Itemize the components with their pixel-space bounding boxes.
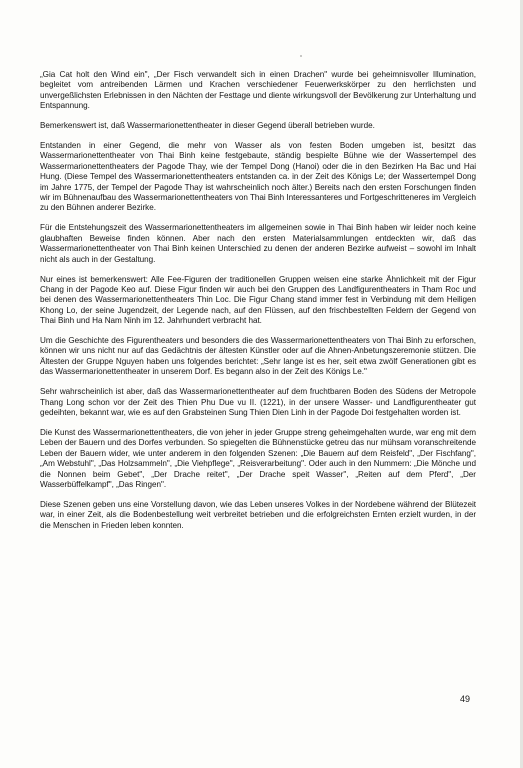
paragraph-9: Diese Szenen geben uns eine Vorstellung davon, wie das Leben unseres Volkes in der Nordebene während der Blütezeit war, in einer Zeit, als die Bodenbestellung weit verbreitet betrieben und die erfolgreichsten Ernten erzielt wurden, in der die Menschen in Frieden leben konnten. bbox=[40, 499, 476, 530]
paragraph-8: Die Kunst des Wassermarionettentheaters, die von jeher in jeder Gruppe streng geheimgehalten wurde, war eng mit dem Leben der Bauern und des Dorfes verbunden. So spiegelten die Bühnenstücke getreu das nur mühsam voranschreitende Leben der Bauern wider, wie unter anderem in den folgenden Szenen: „Die Bauern auf dem Reisfeld", „Der Fischfang", „Am Webstuhl", „Das Holzsammeln", „Die Viehpflege", „Reisverarbeitung". Oder auch in den Nummern: „Die Mönche und die Nonnen beim Gebet", „Der Drache reitet", „Der Drache speit Wasser", „Reiten auf dem Pferd", „Der Wasserbüffelkampf", „Das Ringen". bbox=[40, 427, 476, 489]
paragraph-5: Nur eines ist bemerkenswert: Alle Fee-Figuren der traditionellen Gruppen weisen eine starke Ähnlichkeit mit der Figur Chang in der Pagode Keo auf. Diese Figur finden wir auch bei den Gruppen des Landfigurentheaters in Tham Roc und bei denen des Wassermarionettentheaters Thin Loc. Die Figur Chang stand immer fest in Verbindung mit dem Heiligen Khong Lo, der seine Jugendzeit, der Legende nach, auf den Flüssen, auf den frischbestellten Feldern der Gegend von Thai Binh und Ha Nam Ninh im 12. Jahrhundert verbracht hat. bbox=[40, 274, 476, 326]
body-text bbox=[40, 70, 476, 541]
paragraph-3: Entstanden in einer Gegend, die mehr von Wasser als von festen Boden umgeben ist, besitzt das Wassermarionettentheater von Thai Binh keine festgebaute, ständig bespielte Bühne wie der Wassertempel des Wassermarionettentheaters der Pagode Thay, wie der Tempel Dong (Hanoi) oder die in den Bezirken Ha Bac und Hai Hung. (Diese Tempel des Wassermarionettentheaters entstanden ca. in der Zeit des Königs Le; der Wassertempel Dong im Jahre 1775, der Tempel der Pagode Thay ist wahrscheinlich noch älter.) Bereits nach den ersten Forschungen finden wir im Bühnenaufbau des Wassermarionettentheaters von Thai Binh Interessanteres und Fortgeschritteneres im Vergleich zu den Bühnen anderer Bezirke. bbox=[40, 141, 476, 213]
paragraph-7: Sehr wahrscheinlich ist aber, daß das Wassermarionettentheater auf dem fruchtbaren Boden des Südens der Metropole Thang Long schon vor der Zeit des Thien Phu Due vu II. (1221), in der unsere Wasser- und Landfigurentheater gut gedeihten, bekannt war, wie es auf den Grabsteinen Sung Thien Dien Linh in der Pagode Doi festgehalten worden ist. bbox=[40, 387, 476, 417]
paragraph-1: „Gia Cat holt den Wind ein", „Der Fisch verwandelt sich in einen Drachen" wurde bei geheimnisvoller Illumination, begleitet vom antreibenden Lärmen und Krachen verschiedener Feuerwerkskörper zu den herrlichsten und unvergeßlichsten Erlebnissen in den Nächten der Festtage und diente wirkungsvoll der Bevölkerung zur Unterhaltung und Entspannung. bbox=[40, 70, 476, 111]
page-number: 49 bbox=[460, 694, 471, 704]
scan-speck bbox=[300, 55, 302, 57]
paragraph-2: Bemerkenswert ist, daß Wassermarionettentheater in dieser Gegend überall betrieben wurde. bbox=[40, 121, 375, 131]
paragraph-4: Für die Entstehungszeit des Wassermarionettentheaters im allgemeinen sowie in Thai Binh haben wir leider noch keine glaubhaften Beweise finden können. Aber nach den ersten Materialsammlungen entdeckten wir, daß das Wassermarionettentheater von Thai Binh keinen Unterschied zu denen der anderen Bezirke aufweist – sowohl im Inhalt nicht als auch in der Gestaltung. bbox=[40, 223, 476, 264]
paragraph-6: Um die Geschichte des Figurentheaters und besonders die des Wassermarionettentheaters von Thai Binh zu erforschen, können wir uns nicht nur auf das Gedächtnis der ältesten Künstler oder auf die Ahnen-Anbetungszeremonie stützen. Die Ältesten der Gruppe Nguyen haben uns folgendes berichtet: „Sehr lange ist es her, seit etwa zwölf Generationen gibt es das Wassermarionettentheater in unserem Dorf. Es begann also in der Zeit des Königs Le." bbox=[40, 336, 476, 377]
